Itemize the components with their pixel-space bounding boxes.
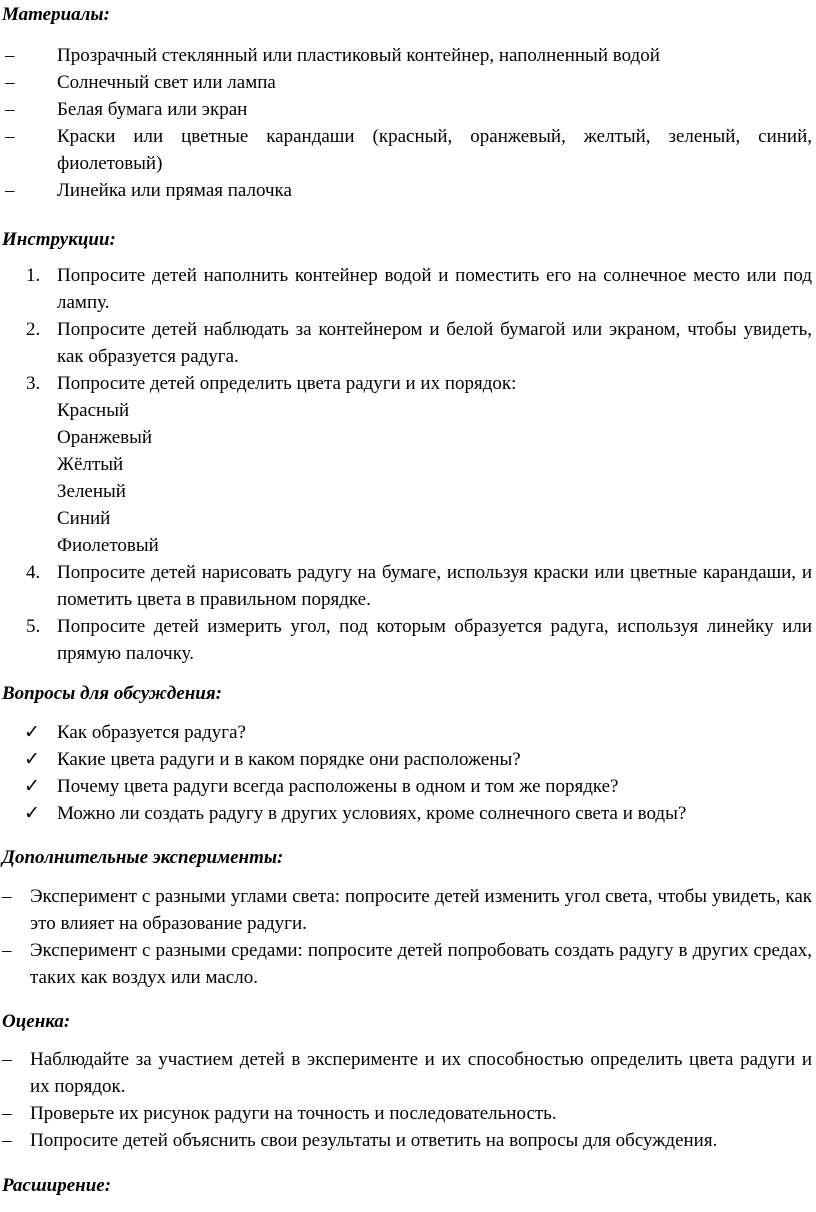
- extension-heading: Расширение:: [2, 1175, 112, 1196]
- list-item: – Эксперимент с разными углами света: попросите детей изменить угол света, чтобы увидеть, как это влияет на образование радуги.: [2, 886, 812, 934]
- experiments-list: [2, 883, 812, 991]
- list-item: 4. Попросите детей нарисовать радугу на бумаге, используя краски или цветные карандаши, и пометить цвета в правильном порядке.: [26, 562, 812, 610]
- list-item: ✓ Почему цвета радуги всегда расположены в одном и том же порядке?: [2, 773, 812, 800]
- list-item: – Эксперимент с разными средами: попросите детей попробовать создать радугу в других средах, таких как воздух или масло.: [2, 940, 812, 988]
- list-item: ✓ Как образуется радуга?: [2, 719, 812, 746]
- evaluation-heading: Оценка:: [2, 1011, 71, 1032]
- checkmark-icon: ✓: [24, 776, 40, 797]
- list-item: – Белая бумага или экран: [5, 99, 248, 120]
- checkmark-icon: ✓: [24, 749, 40, 770]
- list-item: – Наблюдайте за участием детей в эксперименте и их способностью определить цвета радуги и их порядок.: [2, 1049, 812, 1097]
- rainbow-color: Жёлтый: [57, 454, 124, 475]
- list-item: 3. Попросите детей определить цвета радуги и их порядок: Красный Оранжевый Жёлтый Зеленый Синий Фиолетовый: [2, 370, 812, 559]
- rainbow-color: Зеленый: [57, 481, 126, 502]
- rainbow-color: Фиолетовый: [57, 535, 159, 556]
- list-item: – Прозрачный стеклянный или пластиковый контейнер, наполненный водой: [5, 45, 660, 66]
- discussion-heading: Вопросы для обсуждения:: [2, 683, 222, 704]
- list-item: – Краски или цветные карандаши (красный, оранжевый, желтый, зеленый, синий, фиолетовый): [5, 126, 812, 174]
- checkmark-icon: ✓: [24, 722, 40, 743]
- list-item: ✓ Можно ли создать радугу в других условиях, кроме солнечного света и воды?: [2, 800, 812, 827]
- experiments-heading: Дополнительные эксперименты:: [2, 847, 284, 868]
- rainbow-color: Синий: [57, 508, 111, 529]
- list-item: – Проверьте их рисунок радуги на точность и последовательность.: [2, 1103, 557, 1124]
- rainbow-color: Красный: [57, 400, 130, 421]
- list-item: 2. Попросите детей наблюдать за контейнером и белой бумагой или экраном, чтобы увидеть, как образуется радуга.: [26, 319, 812, 367]
- materials-heading: Материалы:: [2, 4, 110, 25]
- materials-list: [2, 42, 812, 204]
- list-item: – Солнечный свет или лампа: [5, 72, 276, 93]
- instructions-list: [2, 262, 812, 667]
- list-item: – Линейка или прямая палочка: [5, 180, 292, 201]
- evaluation-list: [2, 1046, 812, 1154]
- list-item: 1. Попросите детей наполнить контейнер водой и поместить его на солнечное место или под лампу.: [26, 265, 812, 313]
- checkmark-icon: ✓: [24, 803, 40, 824]
- list-item: ✓ Какие цвета радуги и в каком порядке они расположены?: [2, 746, 812, 773]
- list-item: – Попросите детей объяснить свои результаты и ответить на вопросы для обсуждения.: [2, 1130, 718, 1151]
- instructions-heading: Инструкции:: [2, 229, 116, 250]
- list-item: 5. Попросите детей измерить угол, под которым образуется радуга, используя линейку или прямую палочку.: [26, 616, 812, 664]
- rainbow-color: Оранжевый: [57, 427, 153, 448]
- discussion-list: [2, 719, 812, 827]
